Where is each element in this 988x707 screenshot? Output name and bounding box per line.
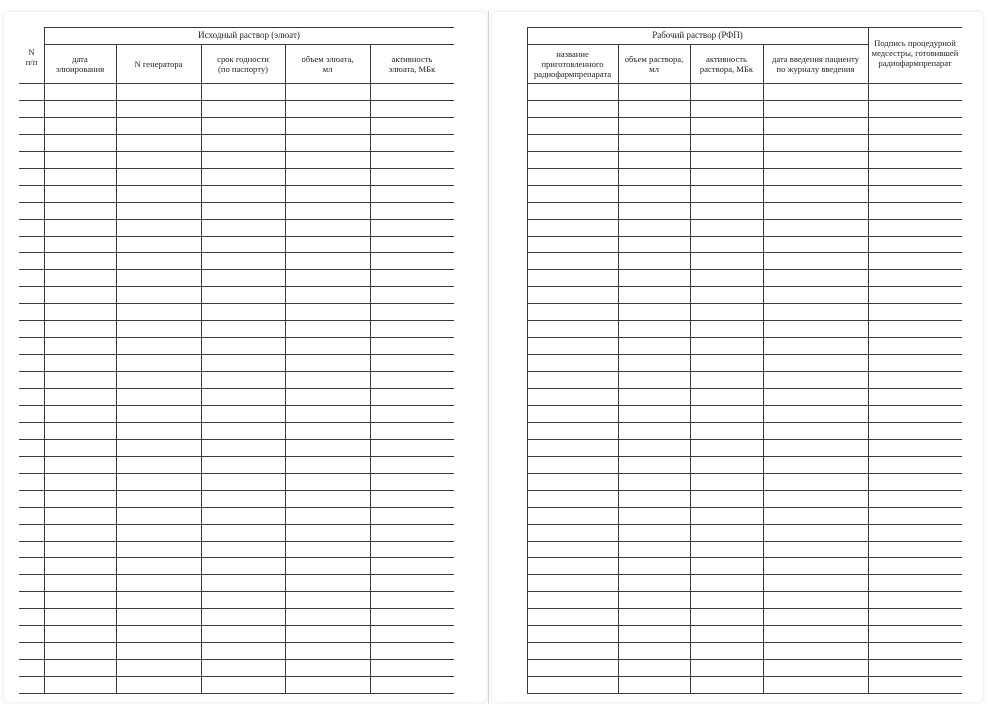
right-group-header: Рабочий раствор (РФП) — [652, 30, 743, 40]
table-column-line — [763, 44, 764, 693]
left-page — [4, 12, 486, 702]
table-row-line — [19, 439, 454, 440]
table-row-line — [19, 151, 454, 152]
table-row-line — [527, 456, 962, 457]
table-row-line — [527, 252, 962, 253]
table-row-line — [19, 608, 454, 609]
table-row-line — [19, 507, 454, 508]
table-row-line — [527, 422, 962, 423]
table-row-line — [19, 693, 454, 694]
table-row-line — [527, 591, 962, 592]
table-row-line — [19, 303, 454, 304]
table-row-line — [527, 676, 962, 677]
table-row-line — [19, 456, 454, 457]
table-column-line — [44, 27, 45, 693]
table-row-line — [527, 303, 962, 304]
table-column-line — [370, 44, 371, 693]
table-border-line — [527, 44, 868, 45]
table-row-line — [527, 337, 962, 338]
table-row-line — [19, 625, 454, 626]
table-border-line — [19, 83, 454, 84]
table-row-line — [527, 625, 962, 626]
table-column-line — [201, 44, 202, 693]
table-row-line — [527, 236, 962, 237]
table-border-line — [527, 83, 962, 84]
table-row-line — [19, 117, 454, 118]
table-row-line — [527, 168, 962, 169]
table-row-line — [527, 185, 962, 186]
table-row-line — [527, 100, 962, 101]
table-row-line — [527, 117, 962, 118]
table-row-line — [527, 202, 962, 203]
column-header-solution-volume: объем раствора, мл — [624, 53, 684, 74]
table-row-line — [19, 134, 454, 135]
table-row-line — [527, 388, 962, 389]
column-header-expiry-date: срок годности (по паспорту) — [217, 53, 269, 74]
table-row-line — [19, 541, 454, 542]
table-row-line — [19, 574, 454, 575]
table-row-line — [19, 185, 454, 186]
table-row-line — [19, 371, 454, 372]
table-row-line — [19, 320, 454, 321]
row-number-header: N п/п — [25, 47, 38, 67]
table-row-line — [527, 507, 962, 508]
table-row-line — [527, 574, 962, 575]
table-row-line — [19, 591, 454, 592]
column-header-solution-activity: активность раствора, МБк — [699, 53, 754, 74]
table-row-line — [19, 557, 454, 558]
column-header-eluate-volume: объем элюата, мл — [301, 53, 354, 74]
table-row-line — [19, 236, 454, 237]
table-border-line — [44, 44, 454, 45]
table-border-line — [44, 27, 454, 28]
table-row-line — [527, 134, 962, 135]
table-row-line — [527, 269, 962, 270]
signature-column-header: Подпись процедурной медсестры, готовившей радиофармпрепарат — [871, 38, 959, 68]
book-spine-divider — [488, 10, 489, 704]
table-row-line — [527, 541, 962, 542]
column-header-elution-date: дата элюирования — [55, 53, 105, 74]
table-row-line — [527, 354, 962, 355]
table-row-line — [19, 354, 454, 355]
table-row-line — [19, 405, 454, 406]
table-row-line — [527, 557, 962, 558]
table-row-line — [19, 100, 454, 101]
table-column-line — [690, 44, 691, 693]
table-row-line — [527, 693, 962, 694]
table-row-line — [527, 608, 962, 609]
table-row-line — [527, 371, 962, 372]
table-row-line — [19, 490, 454, 491]
table-column-line — [868, 27, 869, 693]
table-row-line — [19, 202, 454, 203]
table-row-line — [19, 252, 454, 253]
table-row-line — [19, 473, 454, 474]
table-row-line — [527, 659, 962, 660]
table-border-line — [527, 27, 962, 28]
table-column-line — [527, 27, 528, 693]
table-column-line — [618, 44, 619, 693]
column-header-generator-number: N генератора — [134, 58, 183, 69]
table-row-line — [527, 219, 962, 220]
table-row-line — [527, 405, 962, 406]
left-group-header: Исходный раствор (элюат) — [198, 30, 300, 40]
table-row-line — [19, 642, 454, 643]
table-row-line — [19, 269, 454, 270]
table-row-line — [527, 439, 962, 440]
table-row-line — [527, 320, 962, 321]
table-row-line — [19, 676, 454, 677]
column-header-rfp-name: название приготовленного радиофармпрепарата — [533, 48, 612, 79]
table-row-line — [527, 286, 962, 287]
table-row-line — [527, 642, 962, 643]
table-row-line — [19, 524, 454, 525]
table-column-line — [116, 44, 117, 693]
right-page — [492, 12, 983, 702]
table-column-line — [285, 44, 286, 693]
table-row-line — [19, 422, 454, 423]
table-row-line — [19, 388, 454, 389]
column-header-administration-date: дата введения пациенту по журналу введения — [771, 53, 859, 74]
table-row-line — [19, 286, 454, 287]
table-row-line — [527, 473, 962, 474]
table-row-line — [527, 524, 962, 525]
table-row-line — [527, 490, 962, 491]
table-row-line — [19, 219, 454, 220]
table-row-line — [19, 337, 454, 338]
column-header-eluate-activity: активность элюата, МБк — [388, 53, 436, 74]
table-row-line — [19, 168, 454, 169]
table-row-line — [527, 151, 962, 152]
table-row-line — [19, 659, 454, 660]
